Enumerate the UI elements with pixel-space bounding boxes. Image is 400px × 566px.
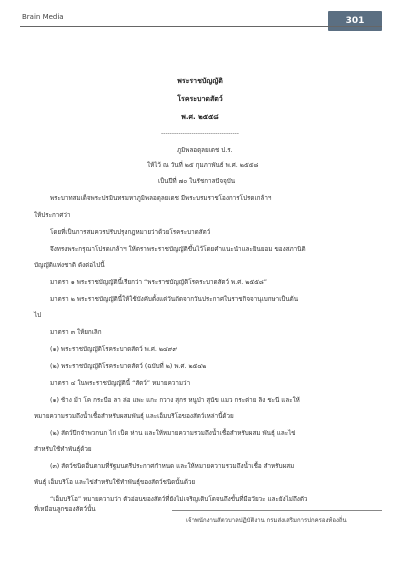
repeal-item-1: (๑) พระราชบัญญัติโรคระบาดสัตว์ พ.ศ. ๒๔๙๙ [50, 346, 177, 353]
title-separator: ------------------------------------ [161, 130, 239, 137]
header-brand-text: Brain Media [22, 13, 64, 21]
page-number-badge: 301 [328, 11, 382, 31]
document-subtitle: โรคระบาดสัตว์ [177, 95, 223, 103]
document-title: พระราชบัญญัติ [177, 77, 223, 85]
section-2-line: มาตรา ๒ พระราชบัญญัตินี้ให้ใช้บังคับตั้งแต่วันถัดจากวันประกาศในราชกิจจานุเบกษาเป็นต้น [50, 296, 299, 303]
body-line: จึงทรงพระกรุณาโปรดเกล้าฯ ให้ตราพระราชบัญญัติขึ้นไว้โดยคำแนะนำและยินยอม ของสภานิติ [50, 246, 306, 253]
body-line: สำหรับใช้ทำพันธุ์ด้วย [34, 446, 92, 453]
body-line: พันธุ์ เอ็มบริโอ และไข่สำหรับใช้ทำพันธุ์ของสัตว์ชนิดนั้นด้วย [34, 479, 196, 486]
document-year: พ.ศ. ๒๕๕๘ [181, 113, 219, 121]
body-line: บัญญัติแห่งชาติ ดังต่อไปนี้ [34, 262, 105, 269]
embryo-definition: “เอ็มบริโอ” หมายความว่า ตัวอ่อนของสัตว์ที่ยังไม่เจริญเติบโตจนถึงขั้นที่มีอวัยวะ และยังไม่ถึงตัว [50, 496, 308, 503]
footer-divider [172, 510, 382, 511]
body-line: ให้ประกาศว่า [34, 212, 71, 219]
royal-signature-line: ภูมิพลอดุลยเดช ป.ร. [177, 147, 233, 154]
definition-item-3: (๓) สัตว์ชนิดอื่นตามที่รัฐมนตรีประกาศกำหนด และให้หมายความรวมถึงน้ำเชื้อ สำหรับผสม [50, 463, 295, 470]
body-line: หมายความรวมถึงน้ำเชื้อสำหรับผสมพันธุ์ และเอ็มบริโอของสัตว์เหล่านี้ด้วย [34, 413, 234, 420]
header-divider [20, 26, 382, 27]
body-line: โดยที่เป็นการสมควรปรับปรุงกฎหมายว่าด้วยโรคระบาดสัตว์ [50, 229, 211, 236]
reign-year-line: เป็นปีที่ ๗๐ ในรัชกาลปัจจุบัน [158, 178, 236, 185]
body-line: ที่เหมือนลูกของสัตว์นั้น [34, 506, 96, 513]
given-date-line: ให้ไว้ ณ วันที่ ๒๕ กุมภาพันธ์ พ.ศ. ๒๕๕๘ [147, 162, 259, 169]
repeal-item-2: (๒) พระราชบัญญัติโรคระบาดสัตว์ (ฉบับที่ ๒) พ.ศ. ๒๕๔๒ [50, 363, 207, 370]
body-line: พระบาทสมเด็จพระปรมินทรมหาภูมิพลอดุลยเดช มีพระบรมราชโองการโปรดเกล้าฯ [50, 195, 272, 202]
body-line: ไป [34, 312, 42, 319]
definition-item-1: (๑) ช้าง ม้า โค กระบือ ลา ล่อ แพะ แกะ กวาง สุกร หนูป่า สุนัข แมว กระต่าย ลิง ชะนี และให้ [50, 397, 300, 404]
section-3-line: มาตรา ๓ ให้ยกเลิก [50, 329, 102, 336]
footer-text: เจ้าพนักงานสัตวบาลปฏิบัติงาน กรมส่งเสริมการปกครองท้องถิ่น [186, 517, 347, 524]
section-4-line: มาตรา ๔ ในพระราชบัญญัตินี้ “สัตว์” หมายความว่า [50, 380, 191, 387]
definition-item-2: (๒) สัตว์ปีกจำพวกนก ไก่ เป็ด ห่าน และให้หมายความรวมถึงน้ำเชื้อสำหรับผสม พันธุ์ และไข่ [50, 430, 296, 437]
section-1-line: มาตรา ๑ พระราชบัญญัตินี้เรียกว่า “พระราชบัญญัติโรคระบาดสัตว์ พ.ศ. ๒๕๕๘” [50, 279, 268, 286]
